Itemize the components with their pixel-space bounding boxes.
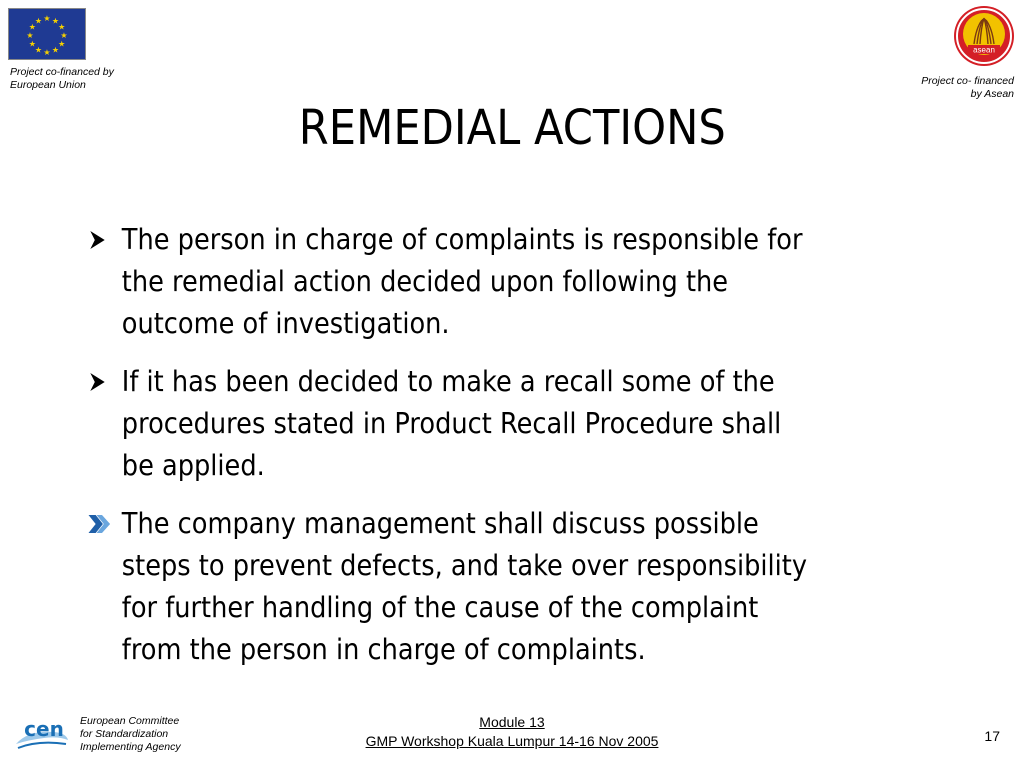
bullet-line: from the person in charge of complaints. — [121, 633, 646, 666]
svg-text:★: ★ — [28, 22, 36, 32]
bullet-list — [84, 219, 964, 687]
bullet-line: The person in charge of complaints is responsible for — [121, 223, 803, 256]
bullet-item — [84, 503, 959, 671]
bullet-line: The company management shall discuss possible — [121, 507, 759, 540]
slide-number: 17 — [984, 728, 1000, 744]
bullet-item — [84, 219, 959, 345]
asean-caption-line: by Asean — [970, 88, 1014, 100]
svg-text:★: ★ — [51, 16, 60, 26]
cen-caption-line: European Committee — [80, 715, 180, 727]
bullet-line: If it has been decided to make a recall some of the — [121, 365, 775, 398]
asean-emblem-icon — [952, 4, 1016, 68]
svg-text:★: ★ — [58, 39, 66, 49]
bullet-line: be applied. — [121, 449, 265, 482]
bullet-line: outcome of investigation. — [121, 307, 450, 340]
svg-text:★: ★ — [34, 16, 43, 26]
cen-caption-line: for Standardization — [80, 728, 169, 740]
eu-cofinance-caption — [10, 66, 150, 92]
footer-module: Module 13 — [479, 714, 545, 730]
bullet-item — [84, 361, 959, 487]
cen-logo-icon — [14, 710, 70, 754]
svg-text:★: ★ — [34, 45, 43, 55]
slide-title: REMEDIAL ACTIONS — [298, 100, 726, 156]
footer-workshop: GMP Workshop Kuala Lumpur 14-16 Nov 2005 — [365, 733, 659, 749]
bullet-line: procedures stated in Product Recall Procedure shall — [121, 407, 782, 440]
svg-text:★: ★ — [43, 48, 51, 57]
eu-caption-line: European Union — [10, 79, 86, 91]
asean-caption-line: Project co- financed — [921, 75, 1014, 87]
arrowhead-bullet-icon — [86, 219, 117, 261]
svg-text:★: ★ — [26, 31, 34, 40]
footer-module-info — [312, 713, 712, 751]
svg-text:★: ★ — [43, 14, 51, 23]
eu-flag-icon — [8, 8, 86, 60]
cen-logo-text: cen — [24, 717, 64, 741]
eu-caption-line: Project co-financed by — [10, 66, 114, 78]
eu-flag-logo — [8, 8, 86, 60]
cen-caption — [80, 715, 240, 754]
asean-logo — [952, 4, 1016, 68]
svg-text:★: ★ — [60, 31, 68, 40]
bullet-line: for further handling of the cause of the complaint — [121, 591, 759, 624]
bullet-line: the remedial action decided upon following the — [121, 265, 729, 298]
bullet-line: steps to prevent defects, and take over responsibility — [121, 549, 808, 582]
svg-text:★: ★ — [58, 22, 66, 32]
svg-text:★: ★ — [51, 45, 60, 55]
cen-caption-line: Implementing Agency — [80, 741, 181, 753]
cen-logo — [14, 710, 70, 754]
svg-text:★: ★ — [28, 39, 36, 49]
asean-logo-text: asean — [973, 45, 995, 55]
chevron-bullet-icon — [86, 503, 117, 545]
arrowhead-bullet-icon — [86, 361, 117, 403]
